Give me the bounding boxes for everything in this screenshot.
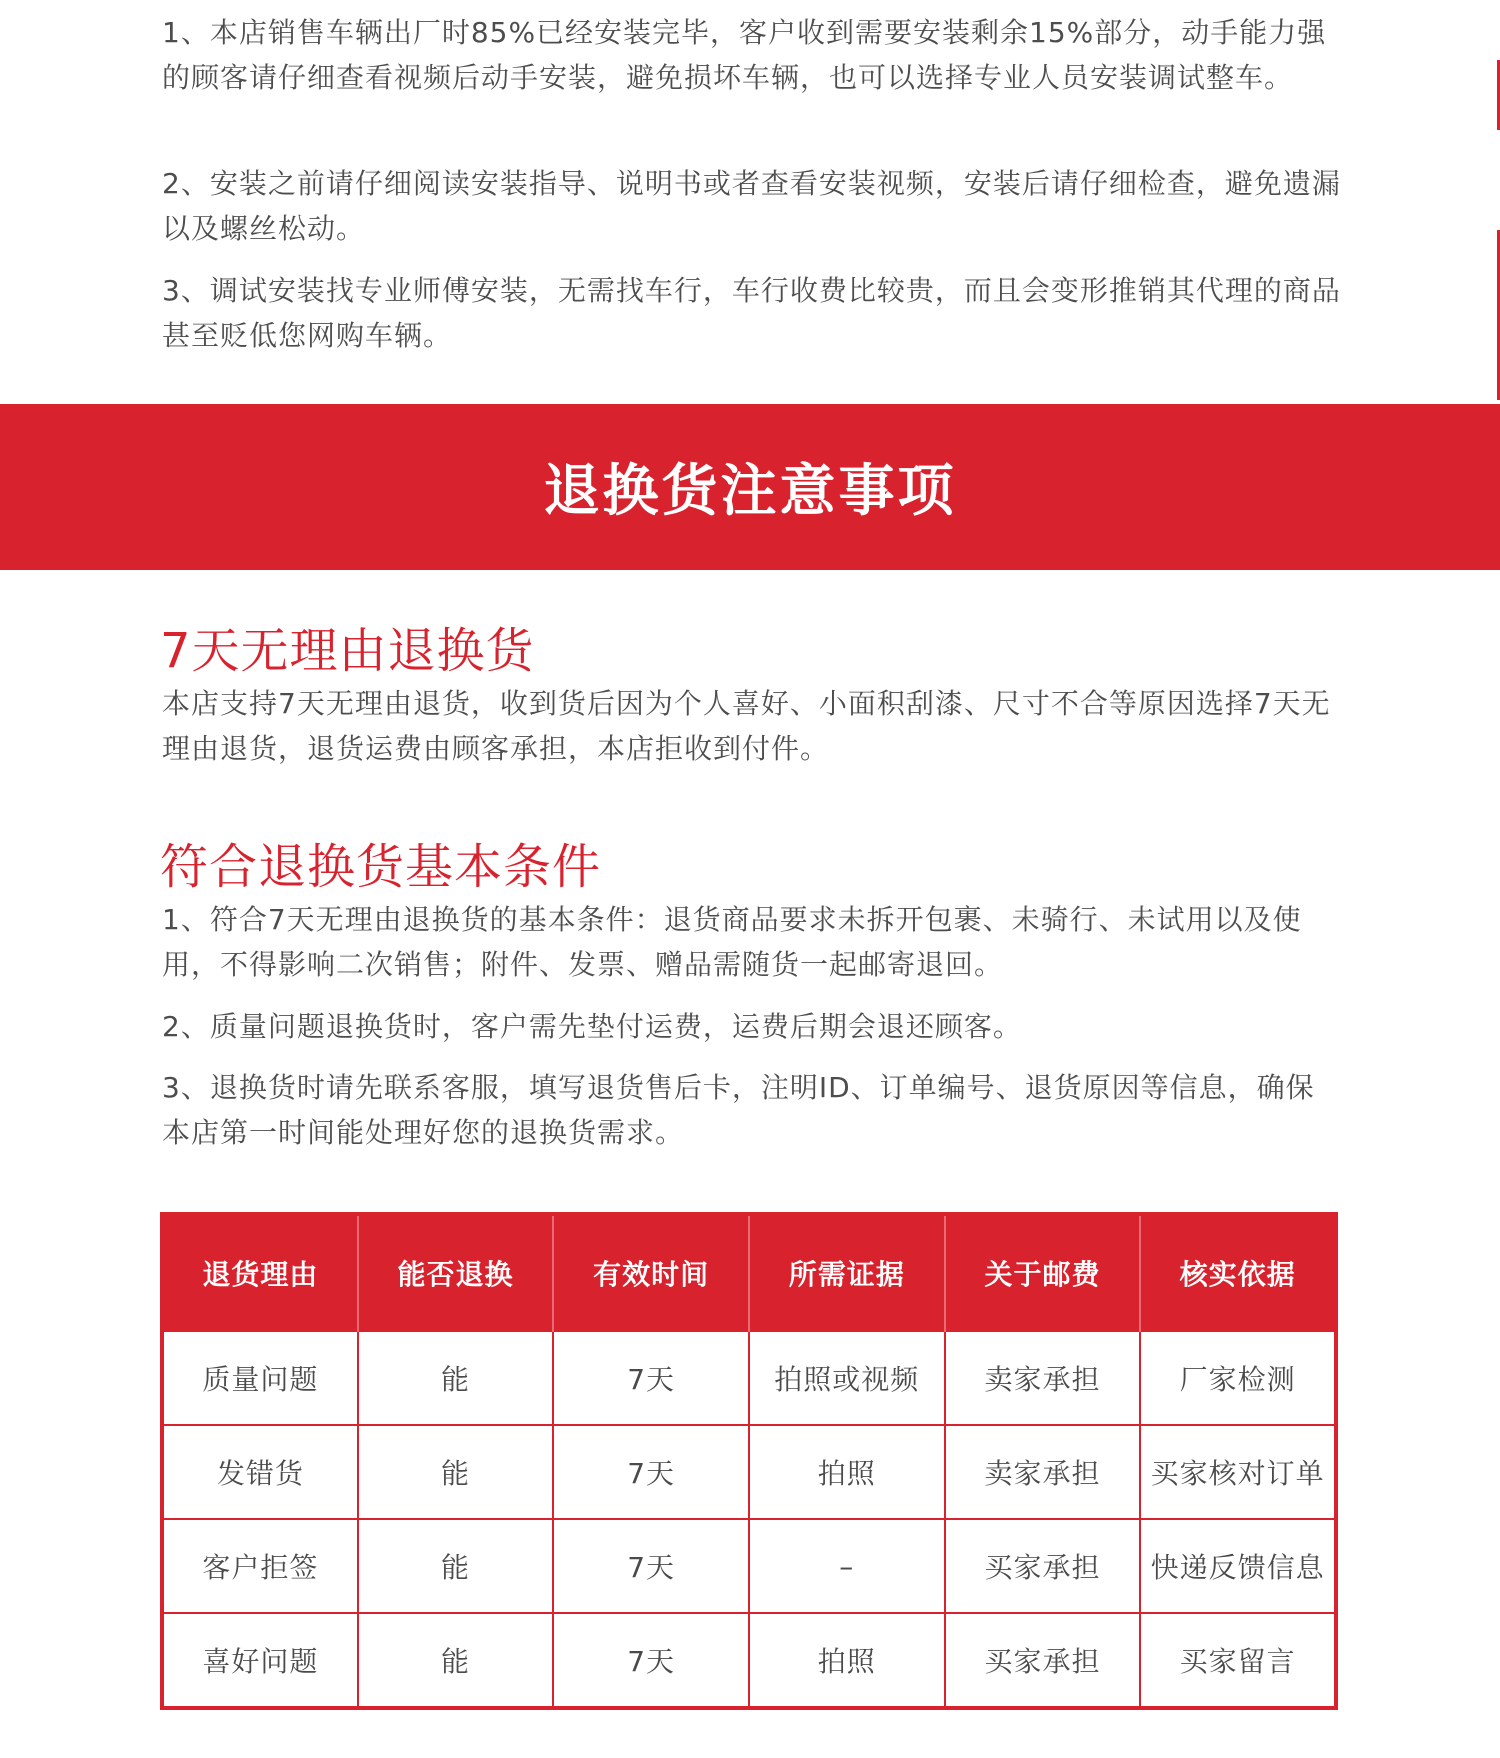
table-cell: 买家承担 (945, 1519, 1141, 1613)
table-row (162, 1331, 1336, 1425)
table-row (162, 1425, 1336, 1519)
header-shipping: 关于邮费 (945, 1214, 1141, 1331)
table-header-row (162, 1214, 1336, 1331)
table-cell: 卖家承担 (945, 1425, 1141, 1519)
table-cell: 能 (358, 1519, 554, 1613)
table-cell: 买家留言 (1140, 1613, 1336, 1708)
condition-item-2: 2、质量问题退换货时，客户需先垫付运费，运费后期会退还顾客。 (162, 1010, 1022, 1043)
table-cell: 7天 (553, 1331, 749, 1425)
table-cell: 喜好问题 (162, 1613, 358, 1708)
table-cell: 拍照 (749, 1613, 945, 1708)
return-policy-table-wrap (160, 1212, 1338, 1696)
table-cell: 发错货 (162, 1425, 358, 1519)
table-cell: 买家承担 (945, 1613, 1141, 1708)
table-cell: 拍照 (749, 1425, 945, 1519)
install-note-1: 1、本店销售车辆出厂时85%已经安装完毕，客户收到需要安装剩余15%部分，动手能力强的顾客请仔细查看视频后动手安装，避免损坏车辆，也可以选择专业人员安装调试整车。 (162, 16, 1327, 94)
table-cell: 快递反馈信息 (1140, 1519, 1336, 1613)
table-cell: 能 (358, 1331, 554, 1425)
table-cell: 卖家承担 (945, 1331, 1141, 1425)
conditions-heading: 符合退换货基本条件 (160, 839, 602, 895)
install-note-3: 3、调试安装找专业师傅安装，无需找车行，车行收费比较贵，而且会变形推销其代理的商品甚至贬低您网购车辆。 (162, 274, 1341, 352)
header-evidence: 所需证据 (749, 1214, 945, 1331)
table-cell: 买家核对订单 (1140, 1425, 1336, 1519)
table-cell: 7天 (553, 1425, 749, 1519)
condition-item-3: 3、退换货时请先联系客服，填写退货售后卡，注明ID、订单编号、退货原因等信息，确保本店第一时间能处理好您的退换货需求。 (162, 1071, 1315, 1149)
condition-item-1: 1、符合7天无理由退换货的基本条件：退货商品要求未拆开包裹、未骑行、未试用以及使用，不得影响二次销售；附件、发票、赠品需随货一起邮寄退回。 (162, 903, 1302, 981)
header-returnable: 能否退换 (358, 1214, 554, 1331)
table-cell: 质量问题 (162, 1331, 358, 1425)
table-cell: 客户拒签 (162, 1519, 358, 1613)
header-verification: 核实依据 (1140, 1214, 1336, 1331)
table-cell: 能 (358, 1613, 554, 1708)
header-valid-time: 有效时间 (553, 1214, 749, 1331)
no-reason-text: 本店支持7天无理由退货，收到货后因为个人喜好、小面积刮漆、尺寸不合等原因选择7天无理由退货，退货运费由顾客承担，本店拒收到付件。 (162, 687, 1331, 765)
table-cell: 能 (358, 1425, 554, 1519)
table-cell: 拍照或视频 (749, 1331, 945, 1425)
table-row (162, 1613, 1336, 1708)
table-cell: 7天 (553, 1613, 749, 1708)
table-cell: 厂家检测 (1140, 1331, 1336, 1425)
banner-title: 退换货注意事项 (543, 459, 957, 524)
table-cell: – (749, 1519, 945, 1613)
no-reason-heading: 7天无理由退换货 (160, 623, 535, 679)
section-banner (0, 404, 1500, 570)
install-note-2: 2、安装之前请仔细阅读安装指导、说明书或者查看安装视频，安装后请仔细检查，避免遗漏以及螺丝松动。 (162, 167, 1341, 245)
table-cell: 7天 (553, 1519, 749, 1613)
return-policy-table (160, 1212, 1338, 1710)
table-row (162, 1519, 1336, 1613)
header-reason: 退货理由 (162, 1214, 358, 1331)
